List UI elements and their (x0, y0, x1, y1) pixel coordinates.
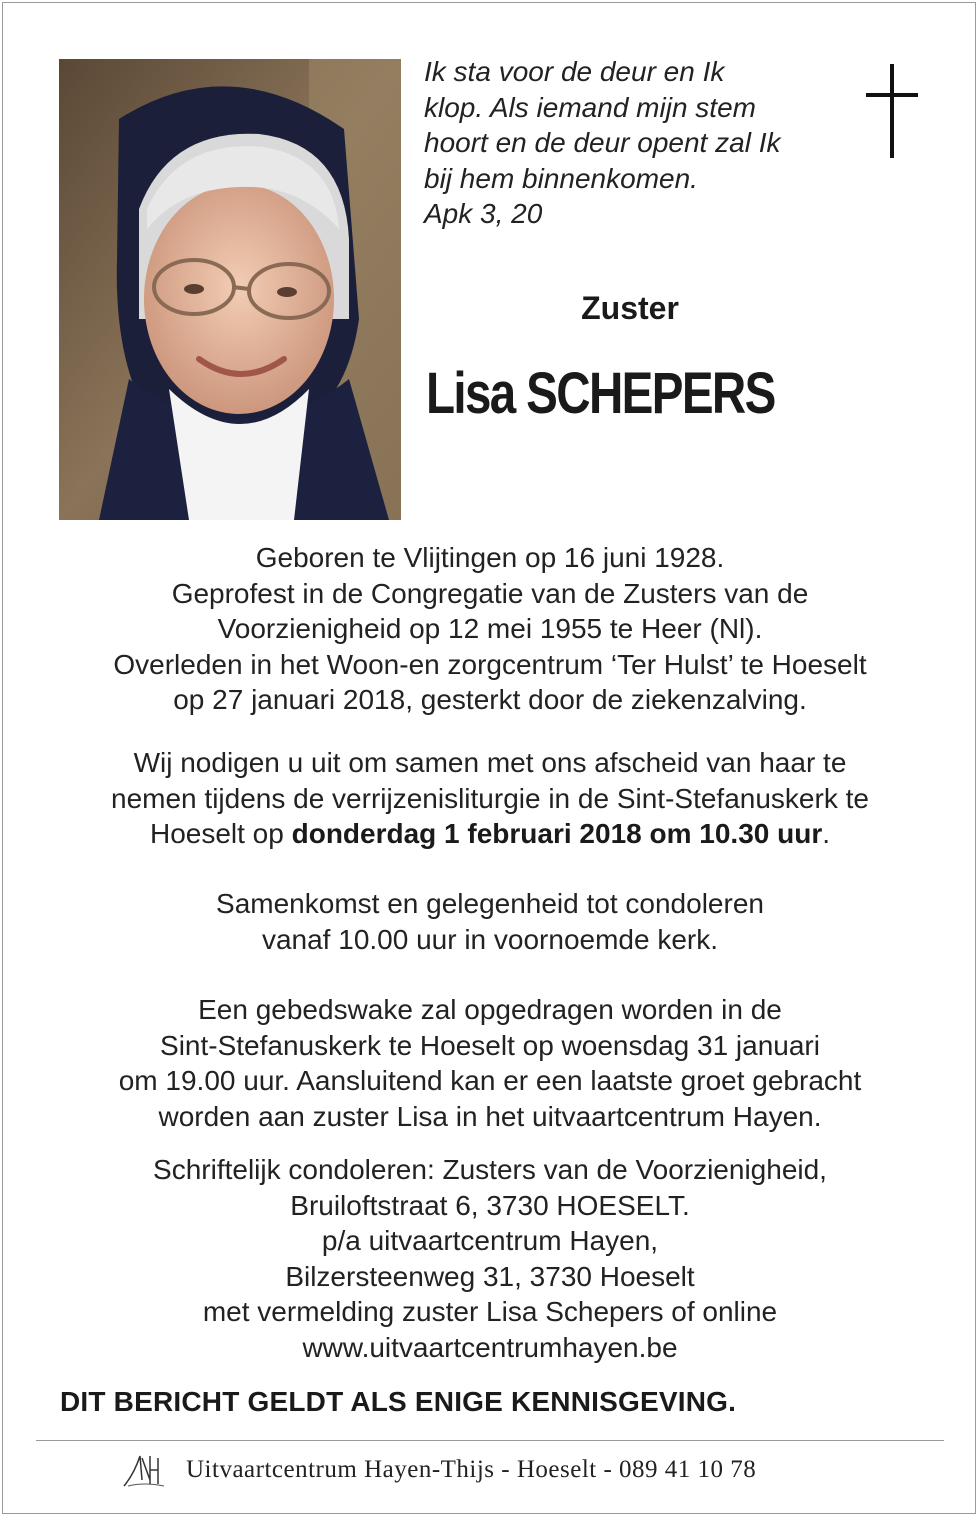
quote-line: Ik sta voor de deur en Ik (424, 56, 725, 87)
invitation-prefix: Hoeselt op (149, 818, 292, 849)
bio-line: Geboren te Vlijtingen op 16 juni 1928. (255, 542, 725, 573)
gathering-line: vanaf 10.00 uur in voornoemde kerk. (261, 923, 719, 955)
bio-line: Overleden in het Woon-en zorgcentrum ‘Ter Hulst’ te Hoeselt (113, 648, 867, 680)
quote-line: klop. Als iemand mijn stem (424, 91, 756, 123)
footer-divider (36, 1440, 944, 1441)
condolence-line: met vermelding zuster Lisa Schepers of online (202, 1296, 778, 1327)
quote-line: bij hem binnenkomen. (424, 162, 698, 194)
official-notice: DIT BERICHT GELDT ALS ENIGE KENNISGEVING. (60, 1386, 737, 1417)
bio-line: op 27 januari 2018, gesterkt door de ziekenzalving. (173, 684, 807, 715)
deceased-name: Lisa SCHEPERS (426, 361, 775, 426)
invitation-line: Wij nodigen u uit om samen met ons afscheid van haar te (133, 747, 847, 778)
quote-reference: Apk 3, 20 (424, 198, 543, 229)
condolence-website: www.uitvaartcentrumhayen.be (302, 1331, 678, 1363)
funeral-home-logo-icon (120, 1450, 172, 1490)
invitation-suffix: . (822, 818, 831, 849)
bio-line: Voorzienigheid op 12 mei 1955 te Heer (Nl). (217, 613, 763, 644)
gathering-line: Samenkomst en gelegenheid tot condoleren (216, 888, 764, 919)
condolence-line: Bruiloftstraat 6, 3730 HOESELT. (290, 1189, 690, 1221)
condolence-line: p/a uitvaartcentrum Hayen, (321, 1225, 659, 1256)
biography (40, 540, 940, 718)
portrait-photo (59, 59, 401, 520)
condolence-info (40, 1152, 940, 1365)
portrait-photo-icon (59, 59, 401, 520)
bible-quote (424, 54, 844, 232)
vigil-line: worden aan zuster Lisa in het uitvaartcentrum Hayen. (158, 1100, 822, 1132)
condolence-line: Schriftelijk condoleren: Zusters van de Voorzienigheid, (153, 1154, 827, 1185)
invitation-line (40, 816, 940, 852)
service-datetime: donderdag 1 februari 2018 om 10.30 uur (291, 818, 823, 849)
funeral-invitation (40, 745, 940, 852)
invitation-line: nemen tijdens de verrijzenisliturgie in de Sint-Stefanuskerk te (111, 782, 869, 814)
vigil-line: Sint-Stefanuskerk te Hoeselt op woensdag 31 januari (160, 1029, 820, 1061)
condolence-line: Bilzersteenweg 31, 3730 Hoeselt (285, 1260, 695, 1292)
vigil-line: Een gebedswake zal opgedragen worden in de (198, 994, 782, 1025)
quote-line: hoort en de deur opent zal Ik (424, 127, 781, 158)
honorific-title: Zuster (581, 290, 679, 326)
vigil-info (40, 992, 940, 1134)
gathering-info (40, 886, 940, 957)
cross-icon (862, 62, 922, 160)
bio-line: Geprofest in de Congregatie van de Zusters van de (171, 577, 809, 609)
vigil-line: om 19.00 uur. Aansluitend kan er een laatste groet gebracht (118, 1065, 862, 1096)
funeral-home-footer: Uitvaartcentrum Hayen-Thijs - Hoeselt - 089 41 10 78 (186, 1456, 757, 1483)
